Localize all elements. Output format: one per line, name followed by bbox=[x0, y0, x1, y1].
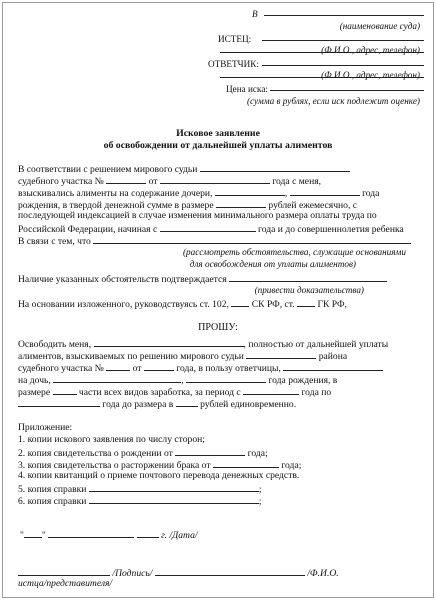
body-text: от bbox=[148, 176, 158, 187]
body-text: , bbox=[181, 375, 184, 386]
certificate-2-field[interactable] bbox=[89, 494, 259, 504]
body-text: года рождения, в bbox=[268, 375, 338, 386]
request-heading: ПРОШУ: bbox=[198, 322, 238, 333]
body-text: рождения, в твердой денежной сумме в размере bbox=[18, 200, 214, 211]
attachment-item-4: 4. копии квитанций о приеме почтового перевода денежных средств. bbox=[18, 470, 300, 481]
attachments-title: Приложение: bbox=[18, 422, 73, 433]
attachment-text: 5. копия справки bbox=[18, 484, 87, 495]
attachment-text: 2. копия свидетельства о рождении от bbox=[18, 448, 173, 459]
price-label: Цена иска: bbox=[226, 84, 268, 94]
plaintiff-label: ИСТЕЦ: bbox=[218, 34, 252, 44]
month-field[interactable] bbox=[48, 528, 134, 538]
body-text: года, в пользу ответчицы, bbox=[176, 363, 281, 374]
court-prefix: В bbox=[252, 9, 258, 19]
body-text: года и до совершеннолетия ребенка bbox=[258, 224, 404, 235]
body-text: на дочь, bbox=[18, 375, 51, 386]
signature-field[interactable] bbox=[18, 566, 110, 576]
attachment-item-6 bbox=[18, 494, 418, 508]
request-line-6 bbox=[18, 397, 418, 411]
circumstances-field[interactable] bbox=[93, 234, 411, 244]
body-text: рублей единовременно. bbox=[200, 399, 297, 410]
body-text: размере bbox=[18, 387, 51, 398]
attachment-text: 6. копия справки bbox=[18, 496, 87, 507]
body-text: части всех видов заработка, за период с bbox=[78, 387, 241, 398]
district-number-field[interactable] bbox=[106, 174, 146, 184]
amount-field[interactable] bbox=[216, 198, 266, 208]
birth-cert-date-field[interactable] bbox=[175, 446, 245, 456]
defendant-label: ОТВЕТЧИК: bbox=[208, 59, 259, 69]
body-text: района bbox=[318, 351, 348, 362]
body-text: Наличие указанных обстоятельств подтверждается bbox=[18, 274, 227, 285]
fio-field[interactable] bbox=[155, 566, 305, 576]
body-text: На основании изложенного, руководствуясь ст. 102, bbox=[18, 299, 229, 310]
doc-title: Исковое заявление bbox=[176, 128, 260, 139]
body-text: СК РФ, ст. bbox=[251, 299, 295, 310]
attachment-text: 3. копия свидетельства о расторжении брака от bbox=[18, 460, 211, 471]
body-text: взыскивались алименты на содержание дочери, bbox=[18, 188, 213, 199]
body-line-5: последующей индексацией в случае изменения минимального размера оплаты труда по bbox=[18, 210, 377, 221]
attachment-item-1: 1. копии искового заявления по числу сторон; bbox=[18, 434, 205, 445]
body-text: судебного участка № bbox=[18, 363, 104, 374]
certificate-1-field[interactable] bbox=[89, 482, 259, 492]
signature-label: /Подпись/ bbox=[112, 568, 153, 579]
evidence-field[interactable] bbox=[229, 272, 387, 282]
share-field[interactable] bbox=[53, 385, 77, 395]
evidence-hint: (привести доказательства) bbox=[254, 285, 364, 295]
circumstances-hint-1: (рассмотреть обстоятельства, служащие основаниями bbox=[182, 247, 406, 257]
court-field[interactable] bbox=[264, 6, 424, 16]
body-text: года с меня, bbox=[272, 176, 322, 187]
price-hint: (сумма в рублях, если иск подлежит оценке) bbox=[246, 96, 420, 106]
my-name-field[interactable] bbox=[94, 337, 244, 347]
defendant-name-field[interactable] bbox=[283, 361, 383, 371]
request-date-field[interactable] bbox=[144, 361, 174, 371]
period-from-field[interactable] bbox=[243, 385, 299, 395]
date-line bbox=[20, 528, 420, 542]
body-text: ГК РФ, bbox=[317, 299, 347, 310]
body-text: рублей ежемесячно, с bbox=[268, 200, 358, 211]
body-text: , полностью от дальнейшей уплаты bbox=[243, 339, 389, 350]
quote-close: " bbox=[41, 530, 46, 541]
body-text: В связи с тем, что bbox=[18, 236, 91, 247]
sk-article-field[interactable] bbox=[231, 297, 249, 307]
body-text: В соответствии с решением мирового судьи bbox=[18, 164, 198, 175]
daughter-name-field[interactable] bbox=[215, 186, 285, 196]
attachment-text: ; bbox=[258, 484, 262, 495]
request-birth-field[interactable] bbox=[186, 373, 266, 383]
role-label: истца/представителя/ bbox=[18, 578, 113, 589]
attachment-text: года; bbox=[281, 460, 302, 471]
year-field[interactable] bbox=[137, 528, 159, 538]
request-daughter-field[interactable] bbox=[53, 373, 181, 383]
day-field[interactable] bbox=[24, 528, 42, 538]
circumstances-hint-2: для освобождения от уплаты алиментов) bbox=[189, 259, 356, 269]
body-text: от bbox=[132, 363, 142, 374]
start-date-field[interactable] bbox=[160, 222, 256, 232]
attachment-text: ; bbox=[258, 496, 262, 507]
defendant-hint: (Ф.И.О., адрес, телефон) bbox=[321, 70, 420, 80]
fio-label: /Ф.И.О. bbox=[307, 568, 339, 579]
body-text: года bbox=[362, 188, 380, 199]
judge-district-field[interactable] bbox=[246, 349, 316, 359]
lump-sum-field[interactable] bbox=[176, 397, 198, 407]
decision-date-field[interactable] bbox=[160, 174, 270, 184]
body-text: года до размера в bbox=[102, 399, 174, 410]
basis-line bbox=[18, 297, 418, 311]
body-text: Освободить меня, bbox=[18, 339, 92, 350]
court-hint: (наименование суда) bbox=[339, 21, 420, 31]
attachment-text: года; bbox=[247, 448, 268, 459]
body-text: алиментов, взыскиваемых по решению мирового судьи bbox=[18, 351, 244, 362]
gk-article-field[interactable] bbox=[297, 297, 315, 307]
doc-subtitle: об освобождении от дальнейшей уплаты алиментов bbox=[103, 140, 333, 151]
plaintiff-field[interactable] bbox=[262, 31, 424, 41]
request-district-number-field[interactable] bbox=[106, 361, 130, 371]
body-text: судебного участка № bbox=[18, 176, 104, 187]
body-text: Российской Федерации, начиная с bbox=[18, 224, 158, 235]
price-field[interactable] bbox=[270, 81, 424, 91]
divorce-cert-date-field[interactable] bbox=[213, 458, 279, 468]
date-label: г. /Дата/ bbox=[161, 530, 198, 541]
body-line-3: взыскивались алименты на содержание дочери, , года bbox=[18, 188, 380, 199]
body-text: года по bbox=[301, 387, 332, 398]
daughter-birth-field[interactable] bbox=[290, 186, 360, 196]
plaintiff-hint: (Ф.И.О., адрес, телефон) bbox=[321, 45, 420, 55]
judge-field[interactable] bbox=[200, 162, 350, 172]
period-to-field[interactable] bbox=[18, 397, 100, 407]
quote-open: " bbox=[20, 530, 24, 541]
defendant-field[interactable] bbox=[262, 56, 424, 66]
